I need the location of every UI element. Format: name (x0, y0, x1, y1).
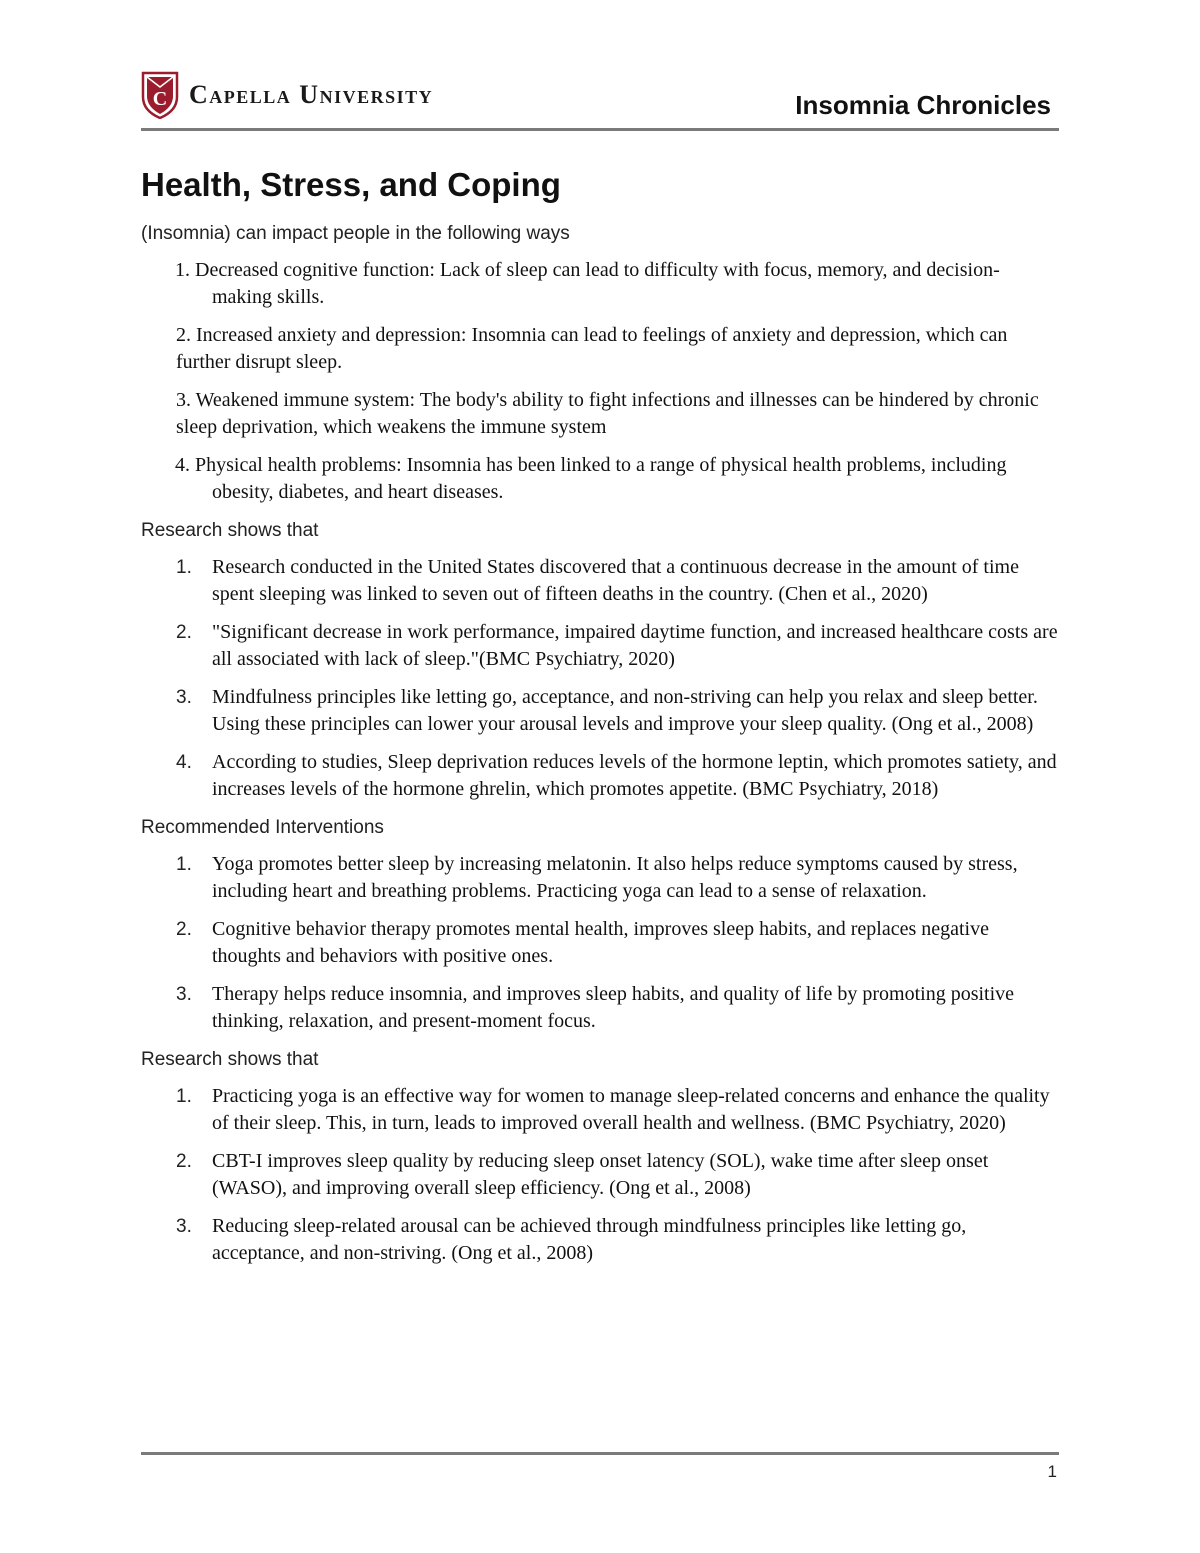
list-number: 3. (176, 984, 192, 1005)
list-text: Research conducted in the United States discovered that a continuous decrease in the amount of time spent sleeping was linked to seven out of fifteen deaths in the country. (Chen et al., 2020) (212, 556, 1019, 605)
list-text: CBT-I improves sleep quality by reducing sleep onset latency (SOL), wake time after sleep onset (WASO), and improving overall sleep efficiency. (Ong et al., 2008) (212, 1150, 989, 1199)
impact-item: 2. Increased anxiety and depression: Insomnia can lead to feelings of anxiety and depression, which can further disrupt sleep. (176, 324, 1008, 373)
list-item (141, 749, 1059, 803)
section-heading: Research shows that (141, 520, 319, 541)
list-number: 2. (176, 622, 192, 643)
footer-divider (141, 1452, 1059, 1455)
list-item (141, 1083, 1059, 1137)
impact-list (141, 257, 1059, 506)
main-content (141, 162, 1059, 1278)
list-text: Mindfulness principles like letting go, acceptance, and non-striving can help you relax and sleep better. Using these principles can lower your arousal levels and improve your sleep quality. (Ong et al., 2008) (212, 686, 1038, 735)
section-heading: Recommended Interventions (141, 817, 384, 838)
list-text: Cognitive behavior therapy promotes mental health, improves sleep habits, and replaces negative thoughts and behaviors with positive ones. (212, 918, 989, 967)
list-item (141, 619, 1059, 673)
list-item (141, 916, 1059, 970)
research-list (141, 1083, 1059, 1267)
logo-wordmark: Capella University (189, 80, 434, 109)
list-text: According to studies, Sleep deprivation reduces levels of the hormone leptin, which promotes satiety, and increases levels of the hormone ghrelin, which promotes appetite. (BMC Psychiatry, 2018) (212, 751, 1057, 800)
impact-item: 3. Weakened immune system: The body's ability to fight infections and illnesses can be hindered by chronic sleep deprivation, which weakens the immune system (176, 389, 1039, 438)
page-title: Health, Stress, and Coping (141, 166, 561, 203)
svg-text:C: C (152, 88, 168, 110)
section-heading: Research shows that (141, 1049, 319, 1070)
list-number: 1. (176, 1086, 192, 1107)
impact-item: 1. Decreased cognitive function: Lack of sleep can lead to difficulty with focus, memory, and decision-making skills. (175, 259, 1000, 308)
list-item (141, 1148, 1059, 1202)
page-header (141, 68, 1059, 130)
page-number: 1 (1047, 1462, 1057, 1481)
list-number: 1. (176, 854, 192, 875)
list-text: Yoga promotes better sleep by increasing melatonin. It also helps reduce symptoms caused by stress, including heart and breathing problems. Practicing yoga can lead to a sense of relaxation. (212, 853, 1018, 902)
list-item (141, 851, 1059, 905)
list-text: "Significant decrease in work performance, impaired daytime function, and increased healthcare costs are all associated with lack of sleep."(BMC Psychiatry, 2020) (212, 621, 1058, 670)
list-number: 4. (176, 752, 192, 773)
university-logo (141, 70, 433, 120)
interventions-list (141, 851, 1059, 1035)
impact-item: 4. Physical health problems: Insomnia has been linked to a range of physical health problems, including obesity, diabetes, and heart diseases. (175, 454, 1007, 503)
list-number: 2. (176, 1151, 192, 1172)
document-title: Insomnia Chronicles (795, 90, 1051, 120)
shield-icon (141, 71, 179, 119)
list-number: 3. (176, 1216, 192, 1237)
list-number: 3. (176, 687, 192, 708)
list-item (141, 554, 1059, 608)
list-text: Reducing sleep-related arousal can be achieved through mindfulness principles like letting go, acceptance, and non-striving. (Ong et al., 2008) (212, 1215, 967, 1264)
list-item (141, 684, 1059, 738)
list-item (141, 981, 1059, 1035)
list-item (141, 1213, 1059, 1267)
list-text: Therapy helps reduce insomnia, and improves sleep habits, and quality of life by promoting positive thinking, relaxation, and present-moment focus. (212, 983, 1015, 1032)
intro-text: (Insomnia) can impact people in the following ways (141, 223, 570, 244)
list-text: Practicing yoga is an effective way for women to manage sleep-related concerns and enhance the quality of their sleep. This, in turn, leads to improved overall health and wellness. (BMC Psychiatry, 2020) (212, 1085, 1050, 1134)
header-divider (141, 128, 1059, 131)
research-list (141, 554, 1059, 803)
list-number: 2. (176, 919, 192, 940)
list-number: 1. (176, 557, 192, 578)
